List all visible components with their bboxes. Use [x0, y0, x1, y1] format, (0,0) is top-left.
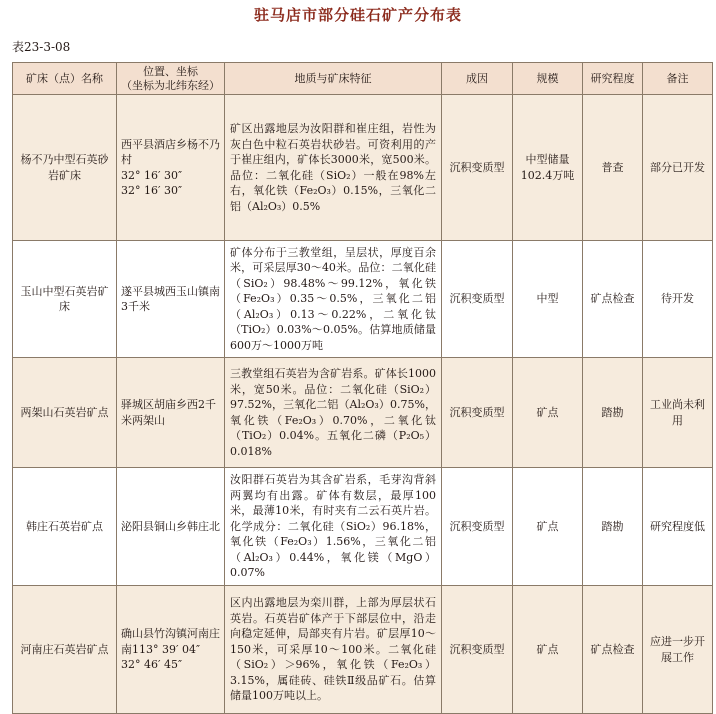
deposit-genesis: 沉积变质型 — [442, 95, 513, 241]
deposit-scale: 矿点 — [513, 586, 583, 714]
deposit-geology: 区内出露地层为栾川群，上部为厚层状石英岩。石英岩矿体产于下部层位中，沿走向稳定延伸，局部夹有片岩。矿层厚10～150米，可采厚10～100米。二氧化硅（SiO₂）＞96%，氧化铁（Fe₂O₃）3.15%，属硅砖、硅铁Ⅱ级品矿石。估算储量100万吨以上。 — [225, 586, 442, 714]
deposit-remarks: 待开发 — [643, 241, 713, 358]
deposit-remarks: 部分已开发 — [643, 95, 713, 241]
header-remarks: 备注 — [643, 63, 713, 95]
deposit-geology: 矿体分布于三教堂组，呈层状，厚度百余米，可采层厚30～40米。品位：二氧化硅（SiO₂）98.48%～99.12%，氧化铁（Fe₂O₃）0.35～0.5%，三氧化二铝（Al₂O₃）0.13～0.22%，二氧化钛（TiO₂）0.03%～0.05%。估算地质储量600万～1000万吨 — [225, 241, 442, 358]
header-location-line1: 位置、坐标 — [143, 64, 198, 78]
deposit-genesis: 沉积变质型 — [442, 586, 513, 714]
deposit-location — [117, 241, 225, 358]
table-row — [13, 358, 713, 468]
table-number: 表23-3-08 — [12, 40, 71, 54]
location-line: 驿城区胡庙乡西2千米两架山 — [121, 398, 216, 427]
deposit-remarks: 工业尚未利用 — [643, 358, 713, 468]
header-research: 研究程度 — [583, 63, 643, 95]
table-row — [13, 95, 713, 241]
table-row — [13, 586, 713, 714]
location-line: 泌阳县铜山乡韩庄北 — [121, 519, 220, 533]
deposit-location — [117, 586, 225, 714]
location-line: 确山县竹沟镇河南庄南113° 39′ 04″ — [121, 627, 220, 656]
deposit-geology: 矿区出露地层为汝阳群和崔庄组，岩性为灰白色中粒石英岩状砂岩。可资利用的产于崔庄组内，矿体长3000米，宽500米。品位：二氧化硅（SiO₂）一般在98%左右，氧化铁（Fe₂O₃）0.15%，三氧化二铝（Al₂O₃）0.5% — [225, 95, 442, 241]
header-location-line2: （坐标为北纬东经） — [121, 78, 220, 92]
deposit-name: 河南庄石英岩矿点 — [13, 586, 117, 714]
table-row — [13, 468, 713, 586]
header-scale: 规模 — [513, 63, 583, 95]
deposit-research: 踏勘 — [583, 468, 643, 586]
table-title: 驻马店市部分硅石矿产分布表 — [253, 6, 462, 24]
header-location — [117, 63, 225, 95]
header-name: 矿床（点）名称 — [13, 63, 117, 95]
header-geology: 地质与矿床特征 — [225, 63, 442, 95]
deposit-location — [117, 358, 225, 468]
location-line: 32° 16′ 30″ — [121, 168, 183, 182]
deposit-name: 两架山石英岩矿点 — [13, 358, 117, 468]
deposit-scale: 中型储量102.4万吨 — [513, 95, 583, 241]
deposit-remarks: 研究程度低 — [643, 468, 713, 586]
deposit-name: 杨不乃中型石英砂岩矿床 — [13, 95, 117, 241]
deposit-geology: 三教堂组石英岩为含矿岩系。矿体长1000米，宽50米。品位：二氧化硅（SiO₂）97.52%，三氧化二铝（Al₂O₃）0.75%，氧化铁（Fe₂O₃）0.70%，二氧化钛（TiO₂）0.04%。五氧化二磷（P₂O₅）0.018% — [225, 358, 442, 468]
deposit-geology: 汝阳群石英岩为其含矿岩系，毛芽沟背斜两翼均有出露。矿体有数层，最厚100米，最薄10米，有时夹有二云石英片岩。化学成分：二氧化硅（SiO₂）96.18%，氧化铁（Fe₂O₃）1.56%，三氧化二铝（Al₂O₃）0.44%，氧化镁（MgO）0.07% — [225, 468, 442, 586]
deposit-genesis: 沉积变质型 — [442, 241, 513, 358]
location-line: 西平县酒店乡杨不乃村 — [121, 137, 220, 166]
header-row — [13, 63, 713, 95]
location-line: 32° 46′ 45″ — [121, 658, 183, 672]
deposit-scale: 矿点 — [513, 468, 583, 586]
deposit-research: 普查 — [583, 95, 643, 241]
header-genesis: 成因 — [442, 63, 513, 95]
deposit-research: 矿点检查 — [583, 586, 643, 714]
table-row — [13, 241, 713, 358]
mineral-table — [12, 62, 713, 714]
deposit-name: 玉山中型石英岩矿床 — [13, 241, 117, 358]
deposit-research: 矿点检查 — [583, 241, 643, 358]
deposit-scale: 矿点 — [513, 358, 583, 468]
deposit-genesis: 沉积变质型 — [442, 358, 513, 468]
deposit-name: 韩庄石英岩矿点 — [13, 468, 117, 586]
deposit-remarks: 应进一步开展工作 — [643, 586, 713, 714]
deposit-location — [117, 95, 225, 241]
location-line: 遂平县城西玉山镇南3千米 — [121, 284, 220, 313]
location-line: 32° 16′ 30″ — [121, 184, 183, 197]
deposit-scale: 中型 — [513, 241, 583, 358]
deposit-genesis: 沉积变质型 — [442, 468, 513, 586]
deposit-research: 踏勘 — [583, 358, 643, 468]
deposit-location — [117, 468, 225, 586]
